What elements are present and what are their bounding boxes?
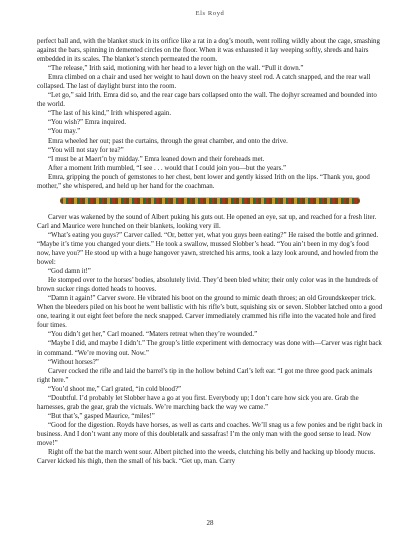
ornamental-divider xyxy=(60,197,360,204)
paragraph: Carver was wakened by the sound of Albert puking his guts out. He opened an eye, sat up, and reached for a fresh liter. Carl and Maurice were hunched on their blankets, looking very ill. xyxy=(37,213,377,230)
paragraph: Emra wheeled her out; past the curtains, through the great chamber, and onto the drive. xyxy=(48,137,288,145)
paragraph: “But that’s,” gasped Maurice, “miles!” xyxy=(48,412,155,420)
paragraph: “You wish?” Emra inquired. xyxy=(48,119,127,127)
paragraph: “God damn it!” xyxy=(48,268,91,276)
paragraph: “The last of his kind,” Irith whispered again. xyxy=(48,110,172,118)
paragraph: “Doubtful. I’d probably let Slobber have a go at you first. Everybody up; I don’t care how sick you are. Grab the harnesses, grab the gear, grab the victuals. We’re marching back the way we came.” xyxy=(37,394,359,411)
paragraph: “Good for the digestion. Royds have horses, as well as carts and coaches. We’ll snag us a few ponies and be right back in business. And I don’t want any more of this doubletalk and sassafras! I’m the only man with the good sense to lead. Now move!” xyxy=(37,421,383,447)
paragraph: “Maybe I did, and maybe I didn’t.” The group’s little experiment with democracy was done with—Carver was right back in command. “We’re moving out. Now.” xyxy=(37,340,382,357)
paragraph: “What’s eating you guys?” Carver called. “Or, better yet, what you guys been eating?” He raised the bottle and grinned. “Maybe it’s time you changed your diets.” He took a swallow, mussed Slobber’s head. “You ain’t been in my dog’s food now, have you?” He stood up with a huge hangover yawn, stretched his arms, took a lazy look around, and howled from the bowel: xyxy=(37,231,379,267)
paragraph: Emra climbed on a chair and used her weight to haul down on the heavy steel rod. A catch snapped, and the rear wall collapsed. The last of daylight burst into the room. xyxy=(37,74,371,91)
paragraph: “Damn it again!” Carver swore. He vibrated his boot on the ground to mimic death throes; an old Groundskeeper trick. When the bleeders piled on his boot he went ballistic with his rifle’s butt, squishing six or seven. Slobber latched onto a good one, tearing it out eight feet before the neck snapped. Carver immediately crammed his rifle into the vacated hole and fired four times. xyxy=(37,295,383,330)
body-text xyxy=(37,37,383,466)
paragraph: “Without horses?” xyxy=(48,358,99,366)
paragraph: “You didn’t get her,” Carl moaned. “Maters retreat when they’re wounded.” xyxy=(48,331,258,339)
paragraph: “The release,” Irith said, motioning with her head to a lever high on the wall. “Pull it down.” xyxy=(48,65,304,73)
paragraph: “Let go,” said Irith. Emra did so, and the rear cage bars collapsed onto the wall. The dojhyr screamed and bounded into the world. xyxy=(37,92,377,109)
paragraph: Right off the bat the march went sour. Albert pitched into the weeds, clutching his belly and hacking up bloody mucus. Carver kicked his thigh, then the small of his back. “Get up, man. Carry xyxy=(37,449,376,466)
paragraph: Emra, gripping the pouch of gemstones to her chest, bent lower and gently kissed Irith on the lips. “Thank you, good mother,” she whispered, and held up her hand for the coachman. xyxy=(37,173,370,190)
page-number: 28 xyxy=(206,519,214,527)
paragraph: perfect ball and, with the blanket stuck in its orifice like a rat in a dog’s mouth, went rolling wildly about the cage, smashing against the bars, spinning in demented circles on the floor. When it was exhausted it lay weeping softly, shreds and hairs embedded in its scales. The blanket’s stench permeated the room. xyxy=(37,38,380,64)
paragraph: “You will not stay for tea?” xyxy=(48,146,124,154)
paragraph: He stomped over to the horses’ bodies, absolutely livid. They’d been bled white; their only color was in the hundreds of brown sucker rings dotted heads to hooves. xyxy=(37,277,379,294)
running-head: Els Royd xyxy=(195,10,225,17)
paragraph: “I must be at Maert’n by midday.” Emra leaned down and their foreheads met. xyxy=(48,155,265,163)
paragraph: “You may.” xyxy=(48,128,81,136)
paragraph: “You’d shoot me,” Carl grated, “in cold blood?” xyxy=(48,385,182,393)
paragraph: Carver cocked the rifle and laid the barrel’s tip in the hollow behind Carl’s left ear. “I got me three good pack animals right here.” xyxy=(37,367,373,384)
paragraph: After a moment Irith mumbled, “I see . . . would that I could join you—but the years.” xyxy=(48,164,287,172)
